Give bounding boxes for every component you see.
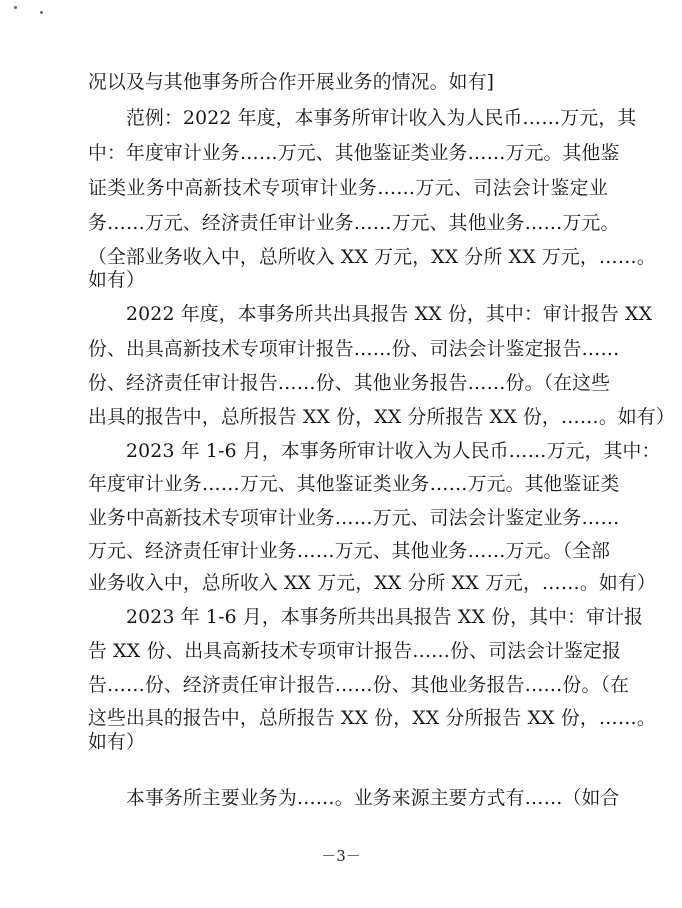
text-line: 务……万元、经济责任审计业务……万元、其他业务……万元。 bbox=[88, 213, 620, 234]
text-line: 出具的报告中，总所报告 XX 份，XX 分所报告 XX 份，……。如有） bbox=[88, 407, 675, 428]
text-line: 范例：2022 年度，本事务所审计收入为人民币……万元，其 bbox=[126, 108, 637, 129]
text-line: 份、出具高新技术专项审计报告……份、司法会计鉴定报告…… bbox=[88, 339, 620, 360]
text-line: 2023 年 1-6 月，本事务所共出具报告 XX 份，其中：审计报 bbox=[126, 607, 644, 628]
text-line: 如有） bbox=[88, 270, 145, 291]
text-line: 年度审计业务……万元、其他鉴证类业务……万元。其他鉴证类 bbox=[88, 474, 620, 495]
text-line: 这些出具的报告中，总所报告 XX 份，XX 分所报告 XX 份，……。 bbox=[88, 708, 656, 729]
text-line: 证类业务中高新技术专项审计业务……万元、司法会计鉴定业 bbox=[88, 178, 608, 199]
text-line: 业务收入中，总所收入 XX 万元，XX 分所 XX 万元，……。如有） bbox=[88, 573, 656, 594]
text-line: 份、经济责任审计报告……份、其他业务报告……份。（在这些 bbox=[88, 373, 611, 394]
text-line: 告 XX 份、出具高新技术专项审计报告……份、司法会计鉴定报 bbox=[88, 641, 621, 662]
scan-speck bbox=[40, 11, 43, 14]
text-line: （全部业务收入中，总所收入 XX 万元，XX 分所 XX 万元，……。 bbox=[88, 247, 656, 268]
text-line: 本事务所主要业务为……。业务来源主要方式有……（如合 bbox=[126, 788, 620, 809]
text-line: 业务中高新技术专项审计业务……万元、司法会计鉴定业务…… bbox=[88, 508, 620, 529]
text-line: 中：年度审计业务……万元、其他鉴证类业务……万元。其他鉴 bbox=[88, 143, 620, 164]
text-line: 如有） bbox=[88, 732, 145, 753]
text-line: 况以及与其他事务所合作开展业务的情况。如有] bbox=[88, 72, 495, 93]
text-line: 2022 年度，本事务所共出具报告 XX 份，其中：审计报告 XX bbox=[126, 304, 653, 325]
page-number: －3－ bbox=[321, 847, 361, 865]
text-line: 万元、经济责任审计业务……万元、其他业务……万元。（全部 bbox=[88, 541, 611, 562]
scan-speck bbox=[14, 6, 17, 9]
text-line: 告……份、经济责任审计报告……份、其他业务报告……份。（在 bbox=[88, 675, 630, 696]
text-line: 2023 年 1-6 月，本事务所审计收入为人民币……万元，其中： bbox=[126, 441, 661, 462]
